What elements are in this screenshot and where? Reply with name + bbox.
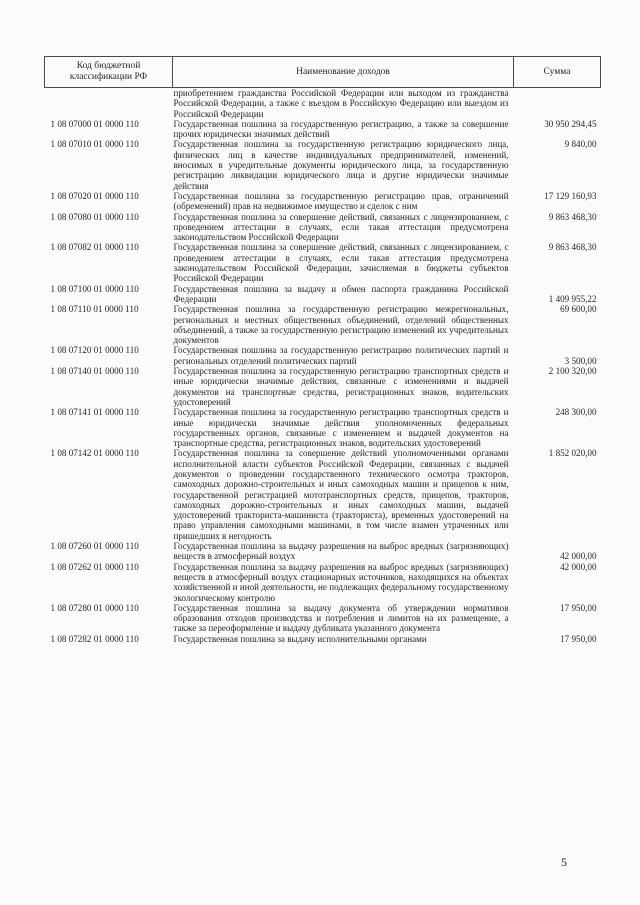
table-row (45, 304, 601, 345)
table-row (45, 212, 601, 243)
name-cell: Государственная пошлина за выдачу документа об утверждении нормативов образования отходов производства и потребления и лимитов на их размещение, а также за переоформление и выдачу дубликата указанного документа (173, 602, 509, 634)
sum-cell: 69 600,00 (560, 304, 597, 315)
revenue-table (44, 56, 601, 644)
sum-cell: 9 863 468,30 (548, 242, 597, 253)
code-cell: 1 08 07140 01 0000 110 (50, 366, 139, 377)
header-code: Код бюджетной классификации РФ (45, 57, 173, 88)
sum-cell: 17 129 160,93 (544, 190, 597, 201)
sum-cell: 1 409 955,22 (548, 293, 597, 304)
sum-cell (514, 88, 601, 119)
sum-cell: 248 300,00 (555, 407, 597, 418)
name-cell: Государственная пошлина за государственную регистрацию транспортных средств и иные юридически значимые действия уполномоченных федеральных государственных органов, связанные с изменением и выдачей документов на транспортные средства, регистрационных знаков, водительских удостоверений (173, 407, 509, 449)
name-cell: Государственная пошлина за совершение действий уполномоченными органами исполнительной власти субъектов Российской Федерации, связанных с выдачей документов о проведении государственного технического осмотра тракторов, самоходных дорожно-строительных и иных самоходных машин и прицепов к ним, государственной регистрацией мототранспортных средств, прицепов, тракторов, самоходных дорожно-строительных и иных самоходных машин, выдачей удостоверений тракториста-машиниста (тракториста), временных удостоверений на право управления самоходными машинами, в том числе взамен утраченных или пришедших в негодность (173, 448, 509, 541)
name-cell: Государственная пошлина за государственную регистрацию, а также за совершение прочих юридически значимых действий (173, 118, 509, 140)
sum-cell: 17 950,00 (560, 633, 597, 644)
sum-cell: 42 000,00 (560, 551, 597, 562)
header-name: Наименование доходов (173, 57, 514, 88)
name-cell: Государственная пошлина за совершение действий, связанных с лицензированием, с проведением аттестации в случаях, если такая аттестация предусмотрена законодательством Российской Федерации, зачисляемая в бюджеты субъектов Российской Федерации (173, 242, 509, 284)
table-row (45, 139, 601, 190)
table-header (45, 57, 601, 88)
name-cell: Государственная пошлина за государственную регистрацию прав, ограничений (обременений) прав на недвижимое имущество и сделок с ним (173, 190, 509, 212)
table-row (45, 242, 601, 283)
sum-cell: 1 852 020,00 (548, 448, 597, 459)
sum-cell: 3 500,00 (564, 355, 597, 366)
name-cell: Государственная пошлина за выдачу разрешения на выброс вредных (загрязняющих) веществ в атмосферный воздух (173, 541, 509, 562)
table-row (45, 88, 601, 119)
page-number: 5 (561, 855, 567, 869)
code-cell: 1 08 07141 01 0000 110 (50, 407, 139, 418)
table-body (45, 88, 601, 645)
sum-cell: 42 000,00 (560, 561, 597, 572)
sum-cell: 2 100 320,00 (548, 366, 597, 377)
sum-cell: 30 950 294,45 (544, 118, 597, 129)
name-cell: Государственная пошлина за государственную регистрацию межрегиональных, региональных и местных общественных объединений, отделений общественных объединений, а также за государственную регистрацию изменений их учредительных документов (173, 304, 509, 346)
name-cell: Государственная пошлина за выдачу исполнительными органами (173, 633, 427, 644)
code-cell: 1 08 07100 01 0000 110 (50, 283, 139, 294)
table-row (45, 366, 601, 407)
sum-cell: 17 950,00 (560, 602, 597, 613)
code-cell (45, 88, 173, 119)
sum-cell: 9 863 468,30 (548, 211, 597, 222)
code-cell: 1 08 07110 01 0000 110 (50, 304, 139, 315)
name-cell: Государственная пошлина за государственную регистрацию юридического лица, физических лиц в качестве индивидуальных предпринимателей, изменений, вносимых в учредительные документы юридического лица, за государственную регистрацию ликвидации юридического лица и другие юридически значимые действия (173, 139, 509, 191)
table-row (45, 603, 601, 634)
code-cell: 1 08 07142 01 0000 110 (50, 448, 139, 459)
code-cell: 1 08 07260 01 0000 110 (50, 541, 139, 552)
name-cell: Государственная пошлина за выдачу разрешения на выброс вредных (загрязняющих) веществ в атмосферный воздух стационарных источников, находящихся на объектах хозяйственной и иной деятельности, не подлежащих федеральному государственному экологическому контролю (173, 561, 509, 603)
code-cell: 1 08 07282 01 0000 110 (50, 633, 139, 644)
sum-cell: 9 840,00 (564, 139, 597, 150)
name-cell: Государственная пошлина за государственную регистрацию политических партий и региональных отделений политических партий (173, 345, 509, 366)
code-cell: 1 08 07280 01 0000 110 (50, 602, 139, 613)
table-row (45, 345, 601, 366)
code-cell: 1 08 07020 01 0000 110 (50, 190, 139, 201)
header-sum: Сумма (514, 57, 601, 88)
table-row (45, 191, 601, 212)
code-cell: 1 08 07120 01 0000 110 (50, 345, 139, 356)
name-cell: Государственная пошлина за государственную регистрацию транспортных средств и иные юридически значимые действия, связанные с изменениями и выдачей документов на транспортные средства, регистрационных знаков, водительских удостоверений (173, 366, 509, 407)
table-row (45, 541, 601, 562)
table-row (45, 407, 601, 448)
table-row (45, 634, 601, 644)
code-cell: 1 08 07000 01 0000 110 (50, 118, 139, 129)
table-row (45, 562, 601, 603)
table-row (45, 284, 601, 305)
name-cell: Государственная пошлина за совершение действий, связанных с лицензированием, с проведением аттестации в случаях, если такая аттестация предусмотрена законодательством Российской Федерации (173, 211, 509, 243)
name-cell: приобретением гражданства Российской Федерации или выходом из гражданства Российской Федерации, а также с въездом в Российскую Федерацию или выездом из Российской Федерации (173, 88, 509, 119)
code-cell: 1 08 07010 01 0000 110 (50, 139, 139, 150)
table-row (45, 119, 601, 140)
code-cell: 1 08 07262 01 0000 110 (50, 561, 139, 572)
table-row (45, 448, 601, 541)
name-cell: Государственная пошлина за выдачу и обмен паспорта гражданина Российской Федерации (173, 283, 509, 304)
code-cell: 1 08 07080 01 0000 110 (50, 211, 139, 222)
code-cell: 1 08 07082 01 0000 110 (50, 242, 139, 253)
